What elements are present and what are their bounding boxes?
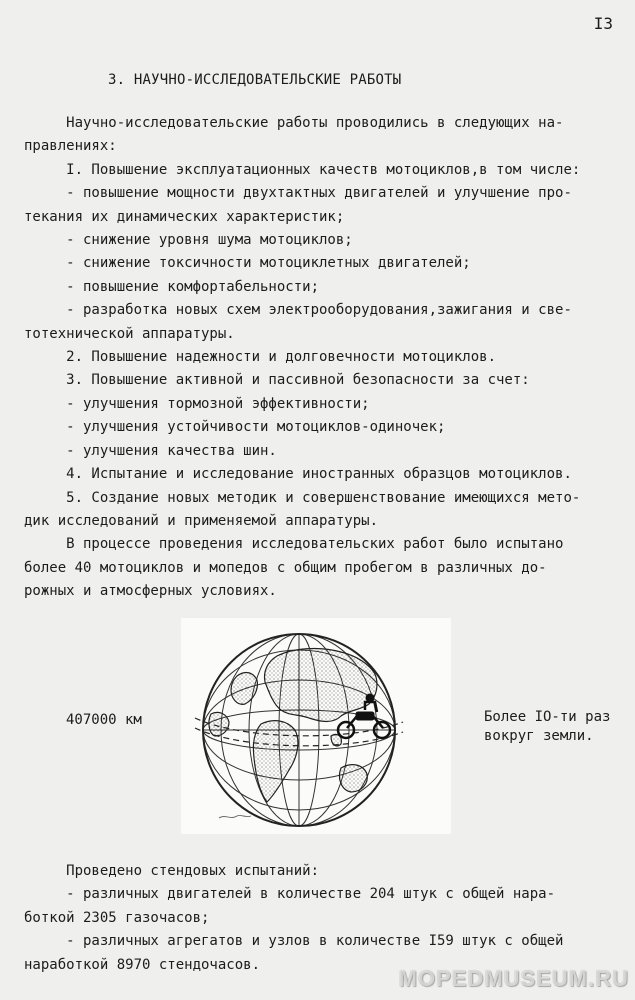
body-line: В процессе проведения исследовательских работ было испытано — [24, 536, 564, 553]
watermark: MOPEDMUSEUM.RU — [398, 966, 629, 991]
body-text — [24, 112, 616, 604]
body-line: Проведено стендовых испытаний: — [24, 863, 320, 879]
section-heading: 3. НАУЧНО-ИССЛЕДОВАТЕЛЬСКИЕ РАБОТЫ — [108, 72, 402, 88]
body-line: - улучшения качества шин. — [24, 442, 277, 459]
body-line: - разработка новых схем электрооборудования,зажигания и све- — [24, 302, 572, 319]
body-line: - снижение уровня шума мотоциклов; — [24, 232, 353, 249]
body-line: - различных двигателей в количестве 204 штук с общей нара- — [24, 886, 556, 903]
body-line: - снижение токсичности мотоциклетных двигателей; — [24, 255, 471, 272]
around-earth-label: Более IO-ти раз вокруг земли. — [484, 709, 611, 744]
body-line: тотехнической аппаратуры. — [24, 325, 235, 342]
body-line: - повышение комфортабельности; — [24, 278, 320, 295]
body-line: 4. Испытание и исследование иностранных образцов мотоциклов. — [24, 466, 572, 483]
bench-tests-text — [24, 860, 624, 977]
body-line: рожных и атмосферных условиях. — [24, 583, 277, 600]
body-line: 3. Повышение активной и пассивной безопасности за счет: — [24, 372, 530, 389]
globe-drawing — [181, 618, 451, 834]
globe-illustration — [181, 618, 451, 834]
page-number: I3 — [593, 14, 613, 33]
body-line: 5. Создание новых методик и совершенствование имеющихся мето- — [24, 489, 581, 506]
body-line: более 40 мотоциклов и мопедов с общим пробегом в различных до- — [24, 559, 547, 576]
body-line: наработкой 8970 стендочасов. — [24, 956, 261, 973]
signature-scribble — [219, 815, 251, 818]
body-line: - различных агрегатов и узлов в количестве I59 штук с общей — [24, 933, 564, 950]
body-line: I. Повышение эксплуатационных качеств мотоциклов,в том числе: — [24, 161, 581, 178]
body-line: - повышение мощности двухтактных двигателей и улучшение про- — [24, 185, 572, 202]
distance-label: 407000 км — [66, 712, 142, 728]
body-line: правлениях: — [24, 138, 117, 155]
body-line: текания их динамических характеристик; — [24, 208, 345, 225]
body-line: Научно-исследовательские работы проводились в следующих на- — [24, 115, 564, 131]
body-line: - улучшения устойчивости мотоциклов-одиночек; — [24, 419, 446, 436]
body-line: боткой 2305 газочасов; — [24, 909, 210, 926]
body-line: дик исследований и применяемой аппаратуры. — [24, 512, 379, 529]
body-line: 2. Повышение надежности и долговечности мотоциклов. — [24, 349, 497, 366]
body-line: - улучшения тормозной эффективности; — [24, 395, 370, 412]
